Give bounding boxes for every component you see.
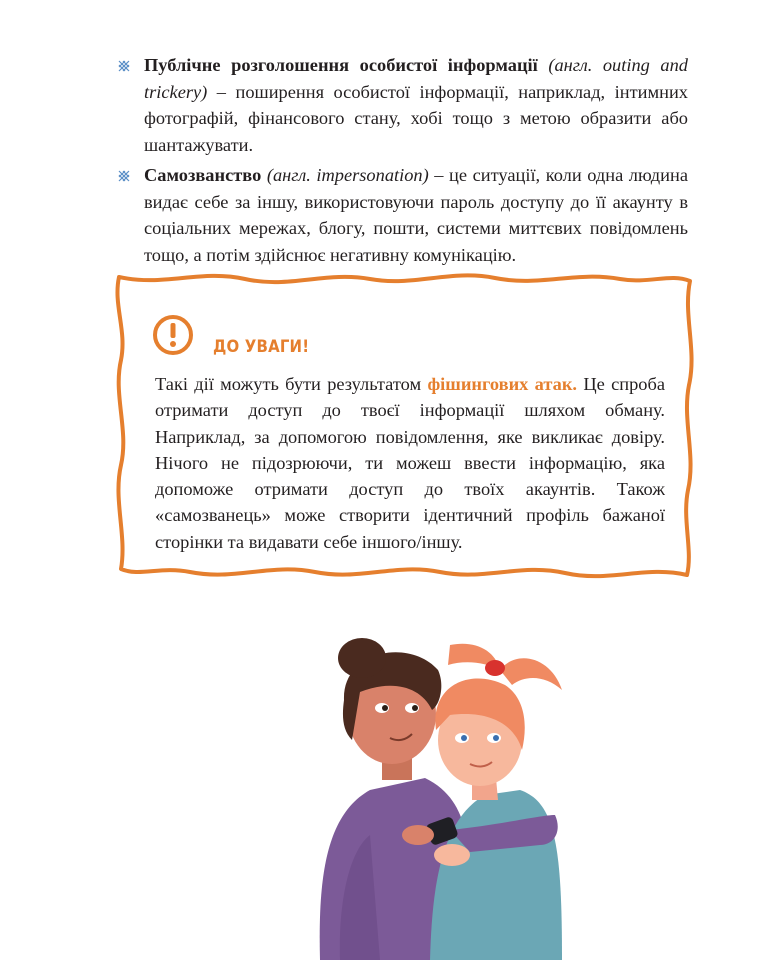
- bullet-note: (англ. outing and trickery): [144, 55, 688, 102]
- bullet-term: Публічне розголошення особистої інформації: [144, 55, 538, 75]
- bullet-text: – це ситуації, коли одна людина видає себе за іншу, використовуючи пароль доступу до її акаунту в соціальних мережах, блогу, пошти, системи миттєвих повідомлень тощо, а потім здійснює негативну комунікацію.: [144, 165, 688, 265]
- bullet-marker-icon: [118, 170, 130, 182]
- two-girls-with-phone-illustration: [300, 630, 580, 960]
- callout-text-before: Такі дії можуть бути результатом: [155, 374, 428, 394]
- bullet-list: [118, 52, 688, 268]
- attention-callout: [105, 265, 700, 585]
- bullet-term: Самозванство: [144, 165, 262, 185]
- exclamation-circle-icon: [151, 313, 195, 357]
- callout-title: ДО УВАГИ!: [213, 337, 310, 357]
- callout-text-after: Це спроба отримати доступ до твоєї інформації шляхом обману. Наприклад, за допомогою повідомлення, яке викликає довіру. Нічого не підозрюючи, ти можеш ввести інформацію, яка допоможе отримати доступ до твоїх акаунтів. Також «самозванець» може створити ідентичний профіль бажаної сторінки та видавати себе іншого/іншу.: [155, 374, 665, 552]
- bullet-note: (англ. impersonation): [266, 165, 429, 185]
- callout-highlight: фішингових атак.: [427, 374, 578, 394]
- callout-text: [155, 371, 665, 555]
- bullet-item-impersonation: [118, 162, 688, 268]
- bullet-marker-icon: [118, 60, 130, 72]
- bullet-item-outing: [118, 52, 688, 158]
- bullet-text: – поширення особистої інформації, наприклад, інтимних фотографій, фінансового стану, хобі тощо з метою образити або шантажувати.: [144, 81, 688, 155]
